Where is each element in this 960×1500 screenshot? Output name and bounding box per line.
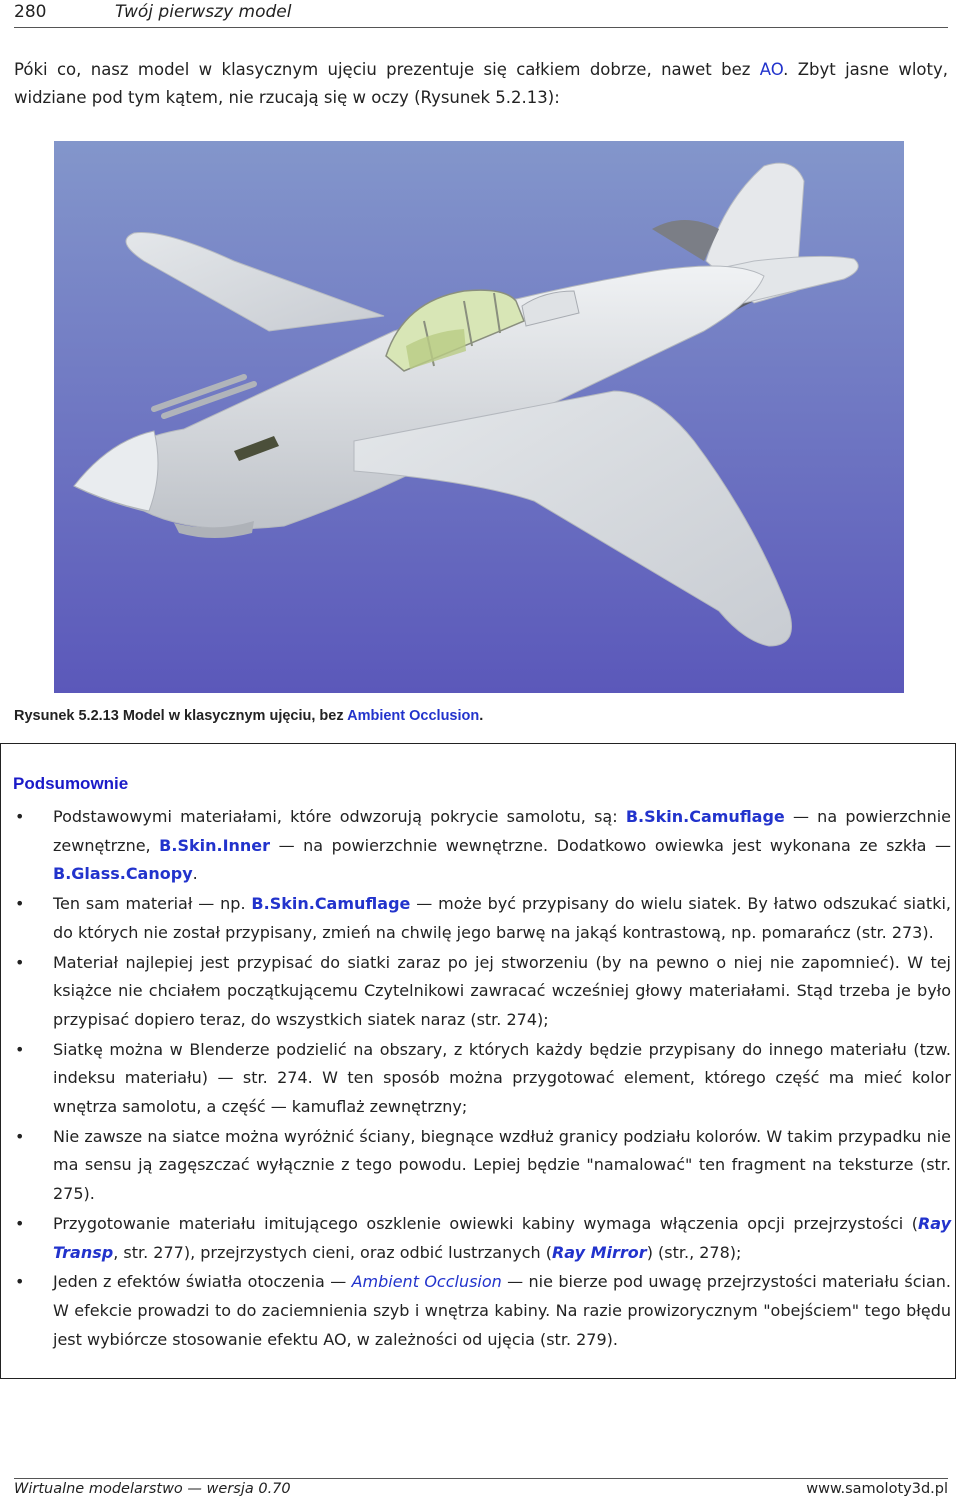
list-item: • Jeden z efektów światła otoczenia — Ambient Occlusion — nie bierze pod uwagę przejrzystości materiału ścian. W efekcie prowadzi to do zaciemnienia szyb i wnętrza kabiny. Na razie prowizorycznym "obejściem" tego błędu jest wybiórcze stosowanie efektu AO, w zależności od ujęcia (str. 279). <box>13 1268 951 1354</box>
list-item: • Nie zawsze na siatce można wyróżnić ściany, biegnące wzdłuż granicy podziału kolorów. W takim przypadku nie ma sensu ją zagęszczać wyłącznie z tego powodu. Lepiej będzie "namalować" ten fragment na teksturze (str. 275). <box>13 1123 951 1209</box>
caption-ambient-occlusion: Ambient Occlusion <box>347 708 480 724</box>
bullet: • <box>15 1126 25 1146</box>
figure-caption: Rysunek 5.2.13 Model w klasycznym ujęciu, bez Ambient Occlusion. <box>14 708 484 724</box>
list-item: • Siatkę można w Blenderze podzielić na obszary, z których każdy będzie przypisany do innego materiału (tzw. indeksu materiału) — str. 274. W ten sposób można przygotować element, którego część ma mieć kolor wnętrza samolotu, a część — kamuflaż zewnętrzny; <box>13 1036 951 1122</box>
page-header <box>14 0 948 28</box>
list-item: • Ten sam materiał — np. B.Skin.Camuflage — może być przypisany do wielu siatek. By łatwo odszukać siatki, do których nie został przypisany, zmień na chwilę jego barwę na jakąś kontrastową, np. pomarańcz (str. 273). <box>13 890 951 947</box>
bullet: • <box>15 1213 25 1233</box>
list-item: • Przygotowanie materiału imitującego oszklenie owiewki kabiny wymaga włączenia opcji przejrzystości (Ray Transp, str. 277), przejrzystych cieni, oraz odbić lustrzanych (Ray Mirror) (str., 278); <box>13 1210 951 1267</box>
bullet: • <box>15 952 25 972</box>
ao-link: AO <box>759 60 784 79</box>
summary-title: Podsumownie <box>13 774 129 793</box>
website-url: www.samoloty3d.pl <box>806 1481 948 1497</box>
summary-box <box>0 743 956 1379</box>
bullet: • <box>15 1272 25 1292</box>
bullet: • <box>15 807 25 826</box>
bullet: • <box>15 1039 25 1059</box>
book-version: Wirtualne modelarstwo — wersja 0.70 <box>14 1481 291 1497</box>
list-item: • Podstawowymi materiałami, które odwzorują pokrycie samolotu, są: B.Skin.Camuflage — na powierzchnie zewnętrzne, B.Skin.Inner — na powierzchnie wewnętrzne. Dodatkowo owiewka jest wykonana ze szkła — B.Glass.Canopy. <box>13 803 951 889</box>
intro-paragraph: Póki co, nasz model w klasycznym ujęciu prezentuje się całkiem dobrze, nawet bez AO. Zbyt jasne wloty, widziane pod tym kątem, nie rzucają się w oczy (Rysunek 5.2.13): <box>14 60 948 107</box>
list-item: • Materiał najlepiej jest przypisać do siatki zaraz po jej stworzeniu (by na pewno o niej nie zapomnieć). W tej książce nie chciałem początkującemu Czytelnikowi zawracać wcześniej głowy materiałami. Stąd trzeba je było przypisać dopiero teraz, do wszystkich siatek naraz (str. 274); <box>13 949 951 1035</box>
chapter-title: Twój pierwszy model <box>115 2 292 22</box>
bullet: • <box>15 894 25 914</box>
summary-list <box>13 803 951 1355</box>
airplane-render-figure <box>54 141 904 693</box>
page-footer <box>14 1478 948 1499</box>
page-number: 280 <box>14 2 47 22</box>
